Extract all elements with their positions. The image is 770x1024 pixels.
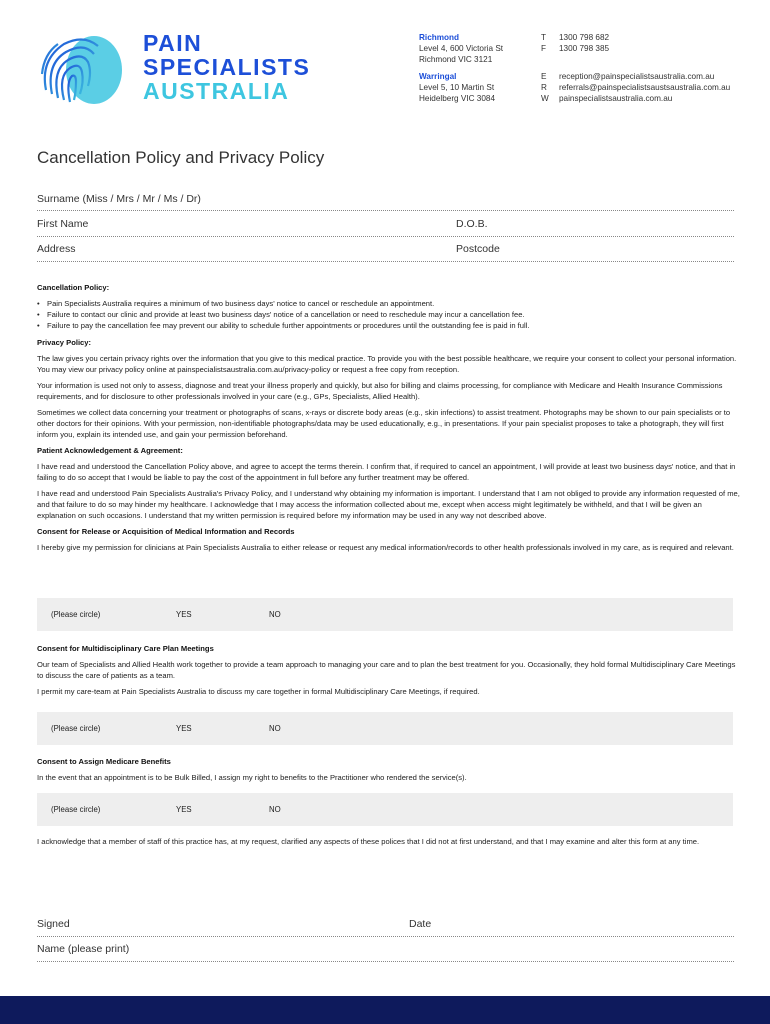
letterhead	[0, 0, 770, 130]
contact-key: E	[541, 72, 547, 81]
privacy-heading: Privacy Policy:	[37, 338, 92, 347]
contact-phone-block	[541, 32, 609, 54]
phone-number[interactable]: 1300 798 682	[559, 33, 610, 42]
please-circle-label: (Please circle)	[51, 724, 101, 733]
consent-multi-block	[37, 643, 740, 702]
signature-date-field[interactable]	[37, 936, 734, 937]
contact-row	[541, 93, 730, 104]
office-address-line: Level 5, 10 Martin St	[419, 83, 495, 92]
contact-row	[541, 43, 609, 54]
list-item: • Failure to contact our clinic and provide at least two business days' notice of a cancellation or need to reschedule may incur a cancellation fee.	[37, 309, 740, 320]
name-print-field[interactable]	[37, 961, 734, 962]
surname-label: Surname (Miss / Mrs / Mr / Ms / Dr)	[37, 193, 201, 205]
office-name: Warringal	[419, 72, 457, 81]
address-label: Address	[37, 243, 76, 255]
brand-wordmark	[143, 31, 310, 103]
acknowledgement-paragraph: I have read and understood Pain Specialists Australia's Privacy Policy, and I understand why obtaining my information is important. I understand that I am not obliged to provide any information requested of me, and that failure to do so may hinder my healthcare. I acknowledge that I may access the information collected about me, except when access might legitimately be withheld, and that I will be given an explanation on such occasions. I understand that my written permission is required before my information may be used in any way not described above.	[37, 489, 740, 520]
list-item: • Pain Specialists Australia requires a minimum of two business days' notice to cancel or reschedule an appointment.	[37, 298, 740, 309]
email-link[interactable]: reception@painspecialistsaustralia.com.au	[559, 72, 715, 81]
brand-line-1: PAIN	[143, 30, 203, 56]
date-label: Date	[409, 918, 432, 930]
contact-key: R	[541, 83, 547, 92]
consent-multi-paragraph: Our team of Specialists and Allied Health work together to provide a team approach to managing your care and to plan the best treatment for you. Occasionally, they hold formal Multidisciplinary Care Meetings to discuss the care of patients as a team.	[37, 660, 736, 680]
acknowledgement-heading: Patient Acknowledgement & Agreement:	[37, 446, 183, 455]
brand-line-2: SPECIALISTS	[143, 54, 311, 80]
contact-key: W	[541, 94, 549, 103]
consent-multi-paragraph: I permit my care-team at Pain Specialists Australia to discuss my care together in formal Multidisciplinary Care Meetings, if required.	[37, 687, 480, 696]
yes-option[interactable]: YES	[176, 724, 192, 733]
contact-key: F	[541, 44, 547, 53]
consent-multi-circle-row	[37, 712, 733, 745]
yes-option[interactable]: YES	[176, 610, 192, 619]
privacy-paragraph: Your information is used not only to assess, diagnose and treat your illness properly and quickly, but also for billing and claims processing, for compliance with Medicare and Health Insurance Commissions requirements, and for disclosure to other professionals involved in your care (e.g., GPs, Specialists, Allied Health).	[37, 381, 723, 401]
final-acknowledgement-paragraph: I acknowledge that a member of staff of this practice has, at my request, clarified any aspects of these polices that I did not at first understand, and that I may examine and alter this form at any time.	[37, 837, 700, 846]
brand-line-3: AUSTRALIA	[143, 78, 290, 104]
consent-medicare-circle-row	[37, 793, 733, 826]
dob-label: D.O.B.	[456, 218, 488, 230]
fingerprint-logo-icon	[36, 30, 128, 108]
surname-field[interactable]	[37, 210, 734, 211]
please-circle-label: (Please circle)	[51, 805, 101, 814]
yes-option[interactable]: YES	[176, 805, 192, 814]
contact-row	[541, 71, 730, 82]
address-postcode-field[interactable]	[37, 261, 734, 262]
footer-band	[0, 996, 770, 1024]
consent-medicare-heading: Consent to Assign Medicare Benefits	[37, 757, 171, 766]
policy-text-block	[37, 282, 740, 558]
consent-medicare-block	[37, 756, 740, 788]
contact-row	[541, 82, 730, 93]
cancellation-list	[37, 298, 740, 331]
consent-release-paragraph: I hereby give my permission for clinicians at Pain Specialists Australia to either release or request any medical information/records to other health professionals involved in my care, as is required and relevant.	[37, 543, 734, 552]
postcode-label: Postcode	[456, 243, 500, 255]
list-item: • Failure to pay the cancellation fee may prevent our ability to schedule further appointments or procedures until the outstanding fee is paid in full.	[37, 320, 740, 331]
privacy-paragraph: The law gives you certain privacy rights over the information that you give to this medical practice. To provide you with the best possible healthcare, we require your consent to collect your personal information. You may view our privacy policy online at painspecialistsaustralia.com.au/privacy-policy or request a free copy from reception.	[37, 354, 737, 374]
no-option[interactable]: NO	[269, 610, 281, 619]
office-address-line: Richmond VIC 3121	[419, 55, 493, 64]
cancellation-heading: Cancellation Policy:	[37, 283, 110, 292]
contact-web-block	[541, 71, 730, 104]
name-print-label: Name (please print)	[37, 943, 130, 955]
please-circle-label: (Please circle)	[51, 610, 101, 619]
first-name-dob-field[interactable]	[37, 236, 734, 237]
contact-row	[541, 32, 609, 43]
acknowledgement-paragraph: I have read and understood the Cancellation Policy above, and agree to accept the terms therein. I confirm that, if required to cancel an appointment, I will provide at least two business days' notice, and that in failing to do so accept that I would be liable to pay the cost of the appointment in full before any further treatment may be offered.	[37, 462, 736, 482]
fax-number: 1300 798 385	[559, 44, 610, 53]
contact-key: T	[541, 33, 547, 42]
final-acknowledgement-block	[37, 836, 740, 852]
office-address-line: Level 4, 600 Victoria St	[419, 44, 504, 53]
consent-medicare-paragraph: In the event that an appointment is to be Bulk Billed, I assign my right to benefits to the Practitioner who rendered the service(s).	[37, 773, 467, 782]
consent-multi-heading: Consent for Multidisciplinary Care Plan Meetings	[37, 644, 214, 653]
first-name-label: First Name	[37, 218, 89, 230]
office-richmond	[419, 32, 503, 65]
website-link[interactable]: painspecialistsaustralia.com.au	[559, 94, 673, 103]
office-warringal	[419, 71, 495, 104]
page-title: Cancellation Policy and Privacy Policy	[37, 148, 325, 167]
privacy-paragraph: Sometimes we collect data concerning your treatment or photographs of scans, x-rays or discrete body areas (e.g., skin infections) to assist treatment. Photographs may be shown to our pain specialists or to other doctors for their opinions. With your permission, non-identifiable photographs/data may be used educationally, e.g., in presentations. If your pain specialist proposes to take a photograph, they will first inform you, explain its intended use, and gain your permission beforehand.	[37, 408, 731, 439]
office-name: Richmond	[419, 33, 460, 42]
consent-release-heading: Consent for Release or Acquisition of Medical Information and Records	[37, 527, 295, 536]
office-address-line: Heidelberg VIC 3084	[419, 94, 496, 103]
no-option[interactable]: NO	[269, 805, 281, 814]
signed-label: Signed	[37, 918, 70, 930]
referrals-email-link[interactable]: referrals@painspecialistsaustsaustralia.com.au	[559, 83, 731, 92]
consent-release-circle-row	[37, 598, 733, 631]
no-option[interactable]: NO	[269, 724, 281, 733]
